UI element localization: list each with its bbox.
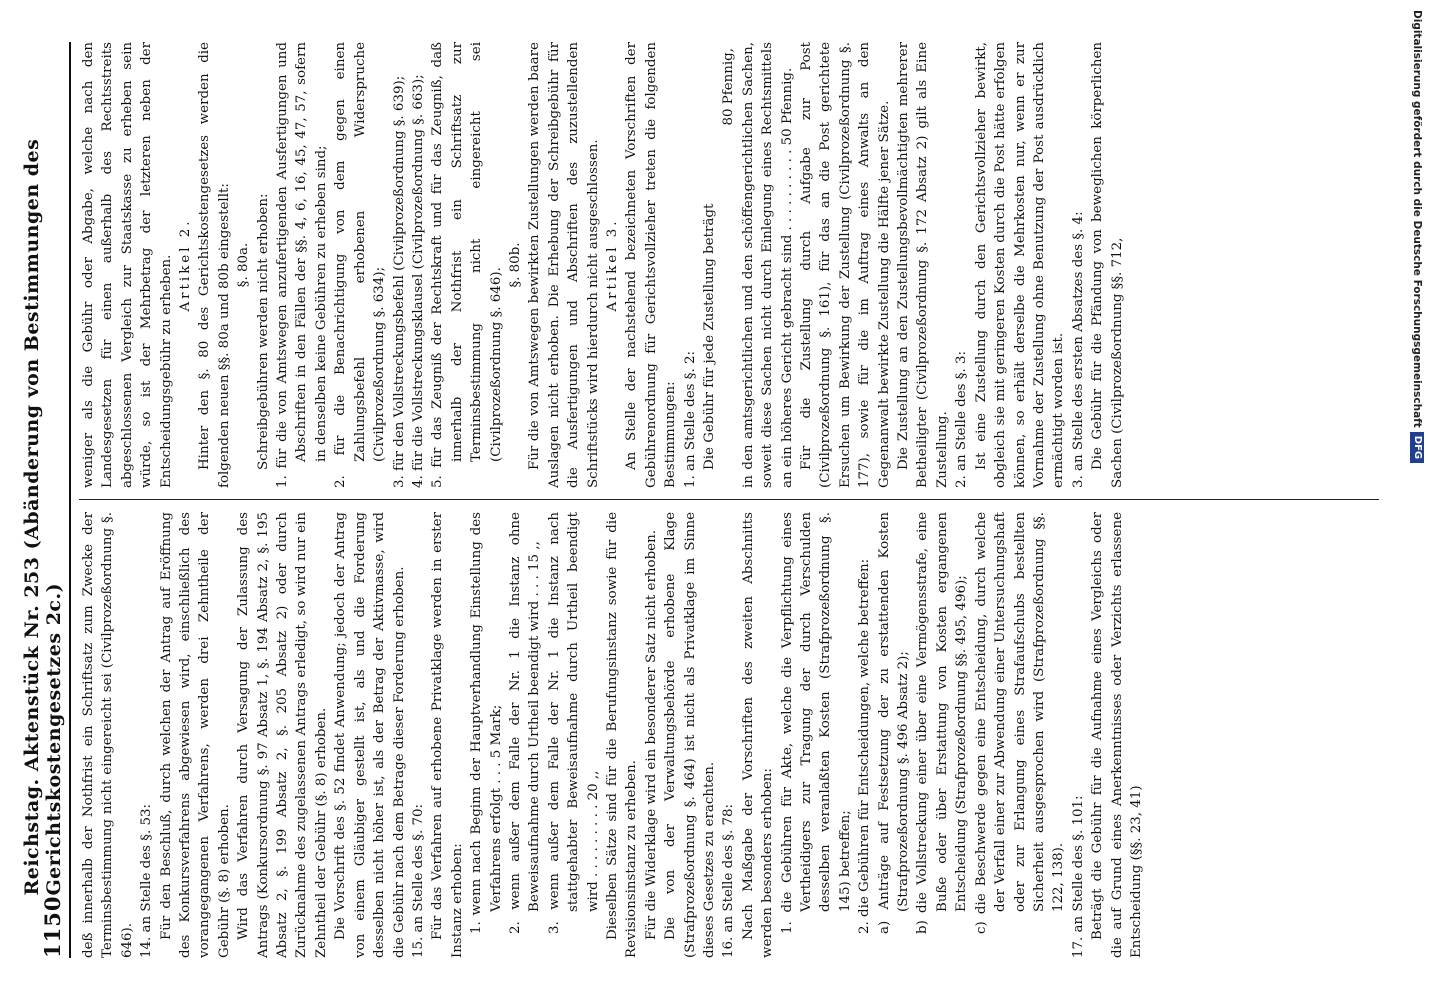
paragraph: Artikel 2. [178, 218, 194, 312]
paragraph: 1. an Stelle des §. 2: [682, 351, 698, 488]
left-column [79, 512, 1393, 958]
paragraph: Für den Beschluß, durch welchen der Antrag auf Eröffnung des Konkursverfahrens abgewiesen wird, einschließlich des vorangegangenen Verfahrens, werden drei Zehntheile der Gebühr (§. 8) erhoben. [158, 512, 232, 958]
paragraph: Schreibgebühren werden nicht erhoben: [255, 193, 271, 470]
paragraph: 2. für die Benachrichtigung von dem gegen einen Zahlungsbefehl erhobenen Widerspruche (Civilprozeßordnung §. 634); [333, 42, 388, 488]
paragraph: 5. für das Zeugniß der Rechtskraft und für das Zeugniß, daß innerhalb der Nothfrist ein Schriftsatz zur Terminsbestimmung nicht eingereicht sei (Civilprozeßordnung §. 646). [430, 42, 504, 488]
paragraph: 3. wenn außer dem Falle der Nr. 1 die Instanz nach stattgehabter Beweisaufnahme durch Urtheil beendigt wird . . . . . . . . . 20 ,, [546, 512, 601, 934]
paragraph: 17. an Stelle des §. 101: [1070, 795, 1086, 958]
credit-text: Digitalisierung gefördert durch die Deutsche Forschungsgemeinschaft [1411, 10, 1423, 428]
paragraph: Hinter den §. 80 des Gerichtskostengesetzes werden die folgenden neuen §§. 80a und 80b eingestellt: [197, 42, 232, 488]
paragraph: Die Gebühr für die Pfändung von beweglichen körperlichen Sachen (Civilprozeßordnung §§. 712, [1090, 42, 1125, 488]
paragraph: Die Zustellung an den Zustellungsbevollmächtigten mehrerer Betheiligter (Civilprozeßordnung §. 172 Absatz 2) gilt als Eine Zustellung. [896, 42, 950, 488]
running-title: Reichstag. Aktenstück Nr. 253 (Abänderung von Bestimmungen des Gerichtskostengesetzes 2c.) [21, 138, 65, 896]
paragraph: Für die von Amtswegen bewirkten Zustellungen werden baare Auslagen nicht erhoben. Die Erhebung der Schreibgebühr für die Ausfertigungen und Abschriften des zuzustellenden Schriftstücks wird hierdurch nicht ausgeschlossen. [527, 42, 601, 488]
paragraph: 1. für die von Amtswegen anzufertigenden Ausfertigungen und Abschriften in den Fällen der §§. 4, 6, 16, 45, 47, 57, sofern in denselben keine Gebühren zu erheben sind; [275, 42, 329, 488]
paragraph: 2. wenn außer dem Falle der Nr. 1 die Instanz ohne Beweisaufnahme durch Urtheil beendigt wird . . . 15 ,, [507, 512, 543, 934]
paragraph: §. 80b. [507, 242, 523, 288]
paragraph: 15. an Stelle des §. 70: [410, 803, 426, 958]
paragraph: An Stelle der nachstehend bezeichneten Vorschriften der Gebührenordnung für Gerichtsvollzieher treten die folgenden Bestimmungen: [624, 42, 679, 488]
paragraph: Für die Widerklage wird ein besonderer Satz nicht erhoben. [643, 530, 659, 940]
page-header [21, 42, 65, 958]
paragraph: 3. für den Vollstreckungsbefehl (Civilprozeßordnung §. 639); [391, 75, 407, 488]
paragraph: a) Anträge auf Festsetzung der zu erstattenden Kosten (Strafprozeßordnung §. 496 Absatz 2); [876, 512, 912, 934]
paragraph: 14. an Stelle des §. 53: [139, 803, 155, 958]
paragraph: 1. wenn nach Beginn der Hauptverhandlung Einstellung des Verfahrens erfolgt . . . 5 Mark; [469, 512, 504, 934]
paragraph: 4. für die Vollstreckungsklausel (Civilprozeßordnung §. 663); [410, 74, 426, 488]
paragraph: Dieselben Sätze sind für die Berufungsinstanz sowie für die Revisionsinstanz zu erheben. [604, 512, 640, 958]
paragraph: 2. an Stelle des §. 3: [954, 351, 970, 488]
paragraph: Nach Maßgabe der Vorschriften des zweiten Abschnitts werden besonders erhoben: [740, 512, 776, 958]
paragraph: weniger als die Gebühr oder Abgabe, welche nach den Landesgesetzen für einen außerhalb des Rechtsstreits abgeschlossenen Vergleich zur Staatskasse zu erheben sein würde, so ist der Mehrbetrag der letzteren neben der Entscheidungsgebühr zu erheben. [81, 42, 174, 488]
paragraph: 80 Pfennig, [721, 48, 737, 126]
paragraph: Ist eine Zustellung durch den Gerichtsvollzieher bewirkt, obgleich sie mit geringeren Kosten durch die Post hätte erfolgen können, so erhält derselbe die Mehrkosten nur, wenn er zur Vornahme der Zustellung ohne Benutzung der Post ausdrücklich ermächtigt worden ist. [973, 42, 1067, 488]
page-number: 1150 [40, 895, 65, 958]
paragraph: 1. die Gebühren für Akte, welche die Verpflichtung eines Vertheidigers zur Tragung der durch Verschulden desselben veranlaßten Kosten (Strafprozeßordnung §. 145) betreffen; [779, 512, 853, 934]
paragraph: 2. die Gebühren für Entscheidungen, welche betreffen: [857, 558, 873, 934]
paragraph: Die Vorschrift des §. 52 findet Anwendung; jedoch der Antrag von einem Gläubiger gestellt ist, als und die Forderung desselben nicht höher ist, als der Betrag der Aktivmasse, wird die Gebühr nach dem Betrage dieser Forderung erhoben. [333, 512, 407, 958]
paragraph: §. 80a. [236, 242, 252, 288]
paragraph: Beträgt die Gebühr für die Aufnahme eines Vergleichs oder die auf Grund eines Anerkenntnisses oder Verzichts erlassene Entscheidung (§§. 23, 41) [1090, 512, 1144, 958]
dfg-logo: DFG [1410, 432, 1424, 463]
paragraph: c) die Beschwerde gegen eine Entscheidung, durch welche der Verfall einer zur Abwendung einer Untersuchungshaft oder zur Erlangung eines Strafaufschubs bestellten Sicherheit ausgesprochen wird (Strafprozeßordnung §§. 122, 138). [973, 512, 1067, 934]
paragraph: deß innerhalb der Nothfrist ein Schriftsatz zum Zwecke der Terminsbestimmung nicht eingereicht sei (Civilprozeßordnung §. 646). [81, 512, 135, 958]
paragraph: Artikel 3. [604, 218, 620, 312]
paragraph: 16. an Stelle des §. 78: [721, 803, 737, 958]
paragraph: in den amtsgerichtlichen und den schöffengerichtlichen Sachen, soweit diese Sachen nicht durch Einlegung eines Rechtsmittels an ein höheres Gericht gebracht sind . . . . . . . . . . 50 Pfennig. [740, 42, 795, 488]
column-divider [79, 499, 1379, 500]
right-column [79, 42, 1393, 488]
paragraph: Die Gebühr für jede Zustellung beträgt [702, 203, 717, 470]
paragraph: Für die Zustellung durch Aufgabe zur Post (Civilprozeßordnung §. 161), für das an die Post gerichtete Ersuchen um Bewirkung der Zustellung (Civilprozeßordnung §. 177), sowie für die im Auftrag eines Anwalts an den Gegenanwalt bewirkte Zustellung die Hälfte jener Sätze. [799, 42, 892, 488]
document-page [21, 28, 1405, 972]
paragraph: Für das Verfahren auf erhobene Privatklage werden in erster Instanz erhoben: [430, 512, 465, 958]
paragraph: Die von der Verwaltungsbehörde erhobene Klage (Strafprozeßordnung §. 464) ist nicht als Privatklage im Sinne dieses Gesetzes zu erachten. [663, 512, 717, 958]
header-rule [69, 42, 71, 958]
paragraph: Wird das Verfahren durch Versagung der Zulassung des Antrags (Konkursordnung §. 97 Absatz 1, §. 194 Absatz 2, §. 195 Absatz 2, §. 199 Absatz 2, §. 205 Absatz 2) oder durch Zurücknahme des zugelassenen Antrags erledigt, so wird nur ein Zehntheil der Gebühr (§. 8) erhoben. [236, 512, 329, 958]
paragraph: 3. an Stelle des ersten Absatzes des §. 4: [1070, 211, 1086, 488]
paragraph: b) die Vollstreckung einer über eine Vermögensstrafe, eine Buße oder über Erstattung von Kosten ergangenen Entscheidung (Strafprozeßordnung §§. 495, 496); [915, 512, 970, 934]
digitization-credit [1404, 4, 1430, 996]
